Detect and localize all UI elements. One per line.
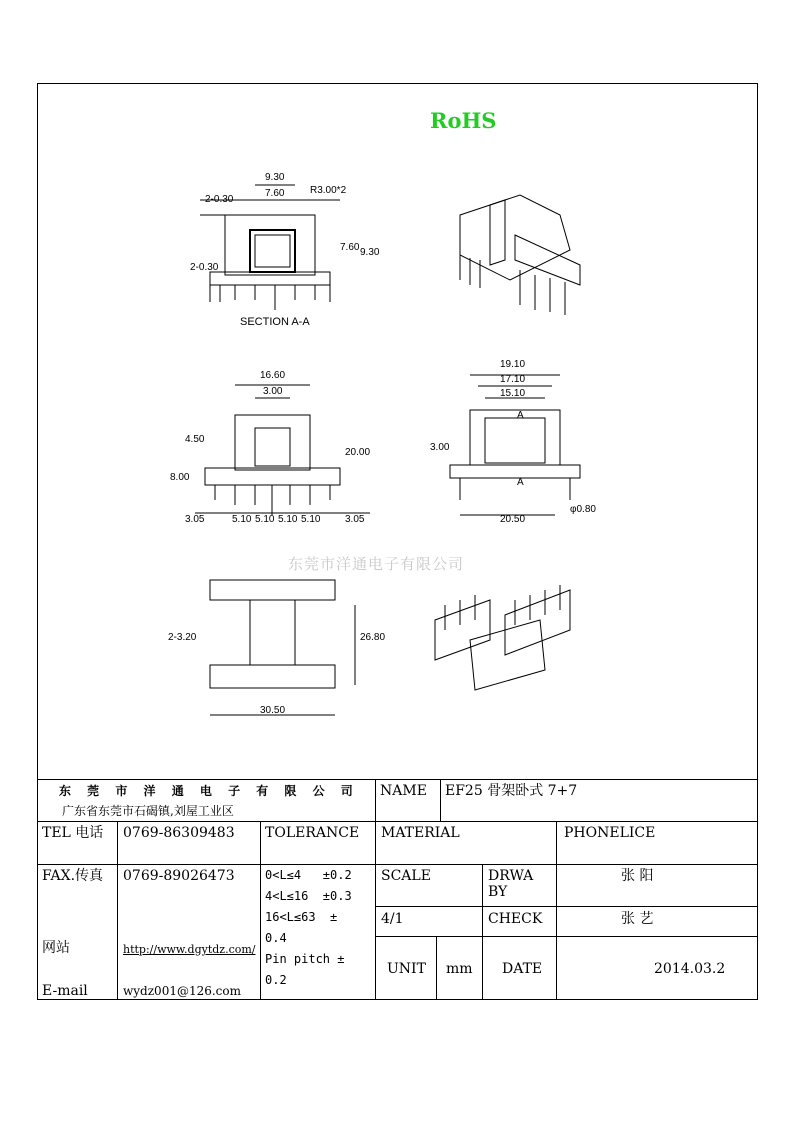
drwaby-value: 张 阳 [621, 868, 654, 884]
name-label: NAME [380, 783, 427, 799]
dim-080: φ0.80 [570, 504, 596, 515]
dim-2050: 20.50 [500, 514, 526, 525]
email-label: E-mail [42, 983, 88, 999]
title-block [37, 779, 758, 1000]
dim-1510: 15.10 [500, 388, 526, 399]
email-value: wydz001@126.com [123, 984, 242, 998]
unit-label: UNIT [387, 961, 426, 977]
isometric-view-2 [435, 585, 570, 690]
dim-930-top: 9.30 [265, 172, 285, 183]
front-view [195, 385, 370, 515]
tolerance-label: TOLERANCE [265, 825, 360, 841]
technical-drawing [160, 160, 650, 730]
dim-1910: 19.10 [500, 359, 526, 370]
section-label: SECTION A-A [240, 316, 310, 328]
dim-2030-v: 2-0.30 [190, 262, 219, 273]
check-value: 张 艺 [621, 911, 654, 927]
bottom-view [210, 580, 355, 715]
scale-value: 4/1 [381, 911, 404, 927]
dim-2030: 2-0.30 [205, 194, 234, 205]
dim-510d: 5.10 [301, 514, 321, 525]
watermark: 东莞市洋通电子有限公司 [288, 555, 465, 573]
scale-label: SCALE [381, 868, 431, 884]
tel-label: TEL 电话 [42, 825, 104, 841]
dim-800: 8.00 [170, 472, 190, 483]
fax-label: FAX.传真 [42, 868, 104, 884]
section-a-bottom: A [517, 477, 524, 488]
web-link[interactable]: http://www.dgytdz.com/ [123, 943, 256, 956]
dim-305a: 3.05 [185, 514, 205, 525]
rohs-label: RoHS [430, 108, 497, 133]
check-label: CHECK [488, 911, 543, 927]
unit-value: mm [446, 961, 473, 977]
section-a-top: A [517, 410, 524, 421]
fax-value: 0769-89026473 [123, 868, 235, 884]
dim-510a: 5.10 [232, 514, 252, 525]
dim-3050: 30.50 [260, 705, 286, 716]
dim-930-side: 9.30 [360, 247, 380, 258]
dim-300-right: 3.00 [430, 442, 450, 453]
dim-760-top: 7.60 [265, 188, 285, 199]
web-label: 网站 [42, 940, 70, 956]
dim-450: 4.50 [185, 434, 205, 445]
date-label: DATE [502, 961, 543, 977]
tolerance-values: 0<L≤4 ±0.2 4<L≤16 ±0.3 16<L≤63 ± 0.4 Pin pitch ± 0.2 [265, 868, 352, 987]
name-value: EF25 骨架卧式 7+7 [445, 783, 578, 799]
dim-510b: 5.10 [255, 514, 275, 525]
phonelice-label: PHONELICE [564, 825, 656, 841]
dim-305b: 3.05 [345, 514, 365, 525]
dim-1710: 17.10 [500, 374, 526, 385]
company-name: 东 莞 市 洋 通 电 子 有 限 公 司 [59, 784, 359, 798]
material-label: MATERIAL [381, 825, 460, 841]
isometric-view-1 [460, 195, 580, 315]
dim-2000: 20.00 [345, 447, 371, 458]
dim-300: 3.00 [263, 386, 283, 397]
dim-2680: 26.80 [360, 632, 386, 643]
tel-value: 0769-86309483 [123, 825, 235, 841]
dim-r300: R3.00*2 [310, 185, 347, 196]
dim-2320: 2-3.20 [168, 632, 197, 643]
dim-510c: 5.10 [278, 514, 298, 525]
date-value: 2014.03.2 [654, 961, 726, 977]
company-address: 广东省东莞市石碣镇,刘屋工业区 [62, 804, 234, 818]
dim-760-side: 7.60 [340, 242, 360, 253]
drwaby-label: DRWA BY [488, 868, 534, 900]
dim-1660: 16.60 [260, 370, 286, 381]
